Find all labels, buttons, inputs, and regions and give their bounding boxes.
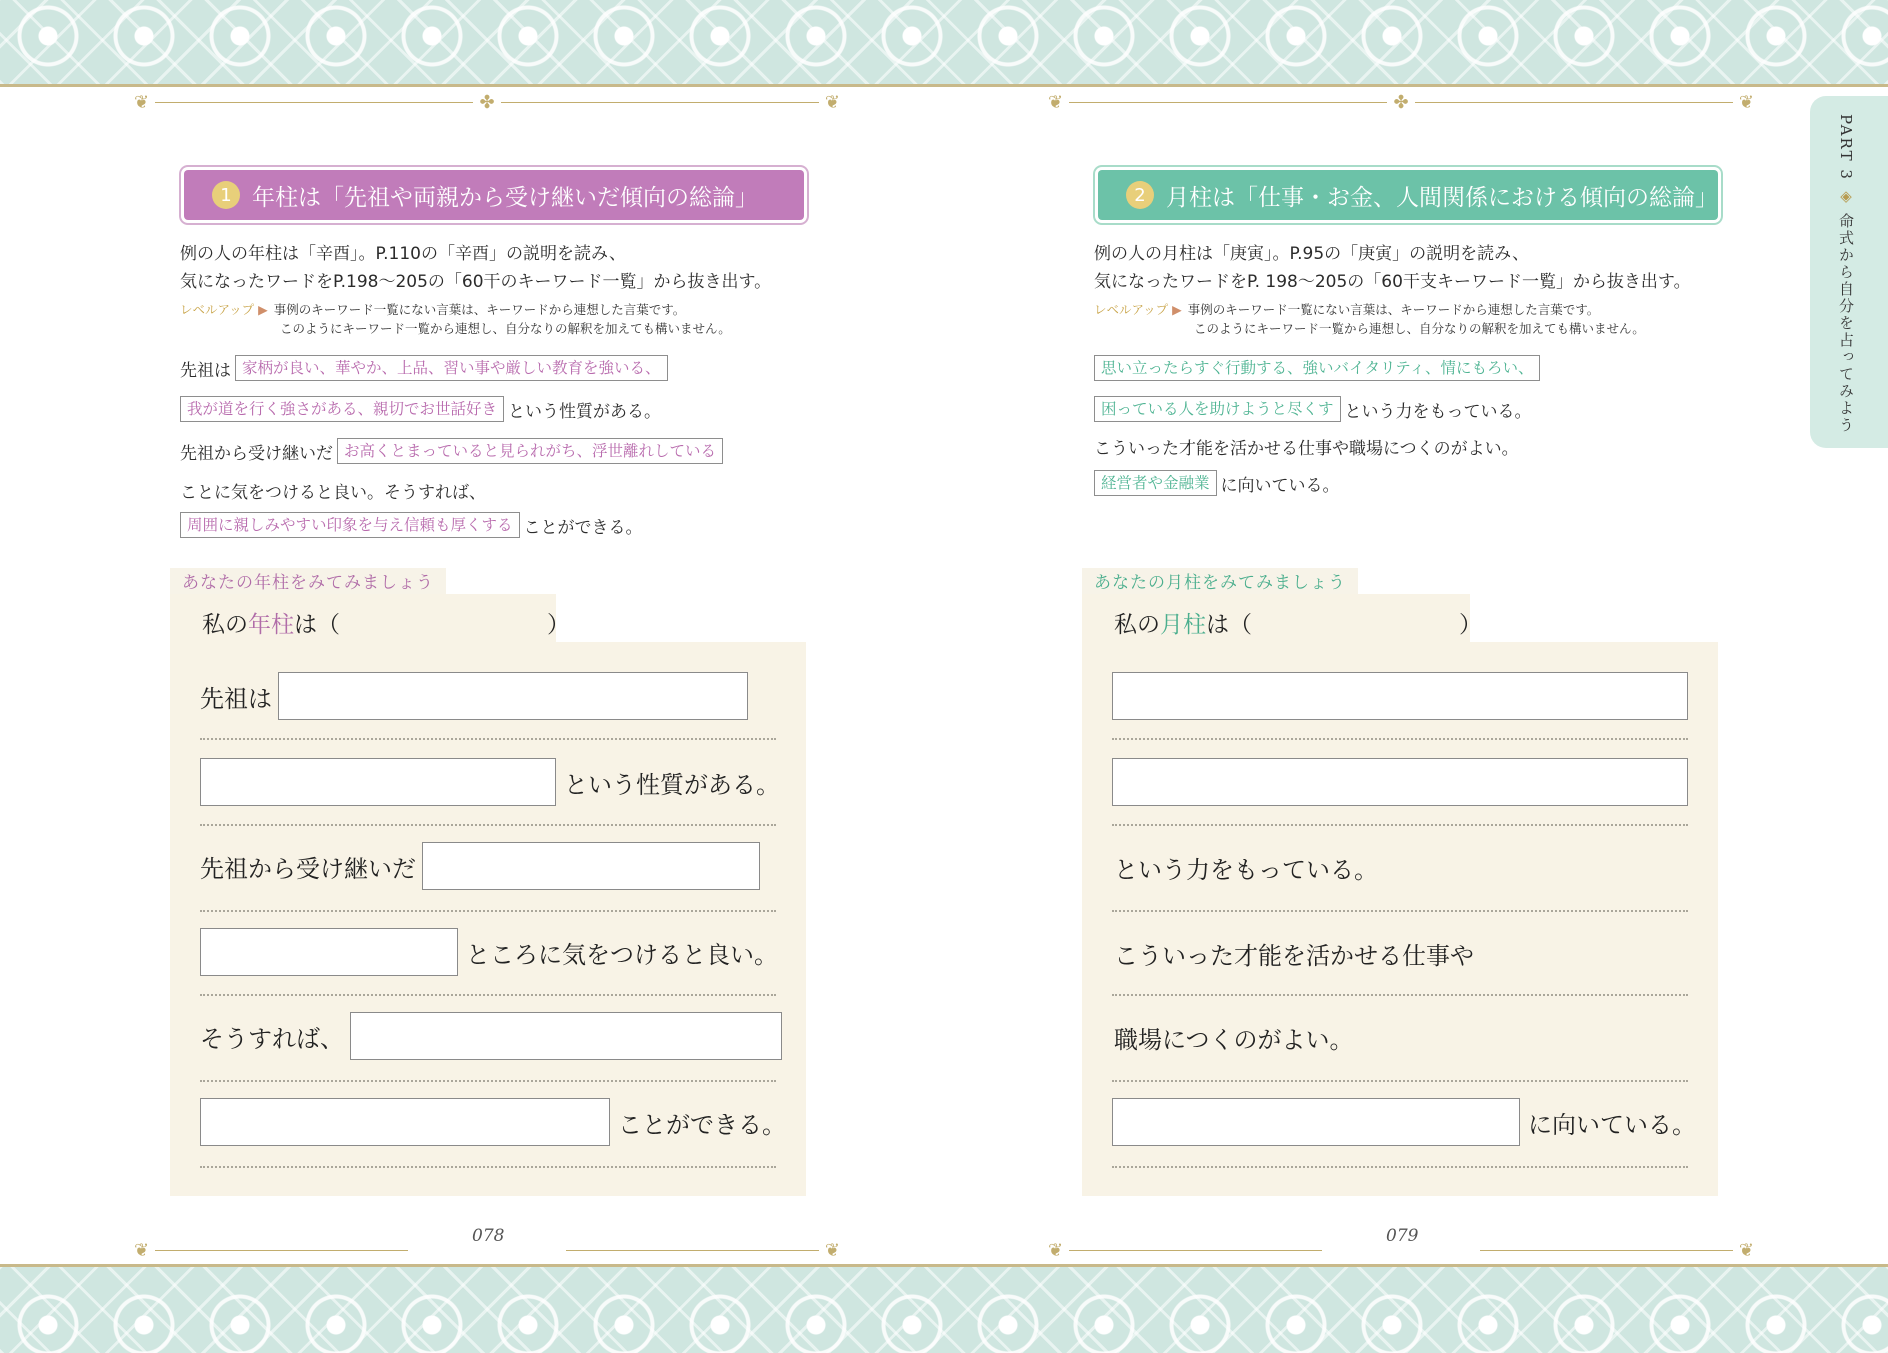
left-ws-row-1 <box>200 672 748 720</box>
bottom-decorative-band <box>0 1264 1888 1353</box>
level-up-line-1: 事例のキーワード一覧にない言葉は、キーワードから連想した言葉です。 <box>1187 302 1600 317</box>
talent-field-2[interactable] <box>1112 758 1688 806</box>
bottom-right-ornament-b: ❦ <box>1474 1240 1754 1260</box>
right-section-heading <box>1098 170 1718 220</box>
left-example-row-3 <box>180 438 727 464</box>
side-tab-part: PART 3 <box>1837 114 1855 181</box>
level-up-line-1: 事例のキーワード一覧にない言葉は、キーワードから連想した言葉です。 <box>273 302 686 317</box>
level-up-tag: レベルアップ <box>1094 302 1169 317</box>
example-text: という力をもっている。 <box>1344 401 1532 422</box>
left-ws-row-6 <box>200 1098 786 1146</box>
example-text: 先祖は <box>180 360 231 381</box>
right-page-number: 079 <box>1386 1226 1419 1246</box>
heading-number-badge: 1 <box>212 181 240 209</box>
dotted-divider <box>200 1166 776 1168</box>
example-text: という性質がある。 <box>508 401 662 422</box>
left-heading-text: 年柱は「先祖や両親から受け継いだ傾向の総論」 <box>252 184 758 211</box>
right-level-up-note <box>1094 300 1599 320</box>
right-intro-line-1: 例の人の月柱は「庚寅」。P.95の「庚寅」の説明を読み、 <box>1094 244 1530 264</box>
example-text: ことに気をつけると良い。そうすれば、 <box>180 483 486 503</box>
right-ws-row-3 <box>1114 850 1378 885</box>
keyword-box: お高くとまっていると見られがち、浮世離れしている <box>337 438 723 464</box>
right-example-row-3 <box>1094 434 1519 459</box>
ws-label: 先祖は <box>200 684 272 713</box>
keyword-box: 困っている人を助けようと尽くす <box>1094 396 1341 422</box>
bottom-right-ornament-a: ❦ <box>1048 1240 1328 1260</box>
level-up-tag: レベルアップ <box>180 302 255 317</box>
top-decorative-band <box>0 0 1888 87</box>
inherited-trait-field[interactable] <box>422 842 760 890</box>
dotted-divider <box>1112 824 1688 826</box>
left-example-row-5 <box>180 512 643 538</box>
left-level-up-note <box>180 300 685 320</box>
left-ws-row-2 <box>200 758 780 806</box>
left-page-number: 078 <box>472 1226 505 1246</box>
ws-label: 先祖から受け継いだ <box>200 854 416 883</box>
ws-label: に向いている。 <box>1528 1110 1696 1139</box>
left-ws-row-3 <box>200 842 760 890</box>
result-field[interactable] <box>350 1012 782 1060</box>
side-tab-title: 命式から自分を占ってみよう <box>1837 212 1855 434</box>
dotted-divider <box>1112 910 1688 912</box>
triangle-right-icon: ▶ <box>1172 302 1182 317</box>
dotted-divider <box>200 738 776 740</box>
right-ws-row-1 <box>1112 672 1688 720</box>
ws-label: ことができる。 <box>618 1110 786 1139</box>
bottom-left-ornament-a: ❦ <box>134 1240 414 1260</box>
dotted-divider <box>200 824 776 826</box>
right-ws-row-2 <box>1112 758 1688 806</box>
left-level-up-line-2: このようにキーワード一覧から連想し、自分なりの解釈を加えても構いません。 <box>280 321 731 336</box>
dotted-divider <box>200 1080 776 1082</box>
bottom-left-ornament-b: ❦ <box>560 1240 840 1260</box>
ws-label: 職場につくのがよい。 <box>1114 1026 1354 1054</box>
left-intro-line-1: 例の人の年柱は「辛酉」。P.110の「辛酉」の説明を読み、 <box>180 244 626 264</box>
right-heading-text: 月柱は「仕事・お金、人間関係における傾向の総論」 <box>1166 184 1718 211</box>
right-worksheet-label: あなたの月柱をみてみましょう <box>1082 568 1358 598</box>
suited-job-field[interactable] <box>1112 1098 1520 1146</box>
example-text: 先祖から受け継いだ <box>180 443 333 464</box>
left-ws-row-5 <box>200 1012 782 1060</box>
keyword-box: 我が道を行く強さがある、親切でお世話好き <box>180 396 504 422</box>
dotted-divider <box>1112 1080 1688 1082</box>
right-intro-line-2: 気になったワードをP. 198〜205の「60干支キーワード一覧」から抜き出す。 <box>1094 272 1691 292</box>
ws-label: そうすれば、 <box>200 1024 344 1053</box>
part-side-tab[interactable] <box>1810 96 1888 448</box>
dotted-divider <box>1112 994 1688 996</box>
left-ws-row-4 <box>200 928 778 976</box>
triangle-right-icon: ▶ <box>258 302 268 317</box>
top-left-ornament: ❦ ✤ ❦ <box>134 91 840 113</box>
left-section-heading <box>184 170 804 220</box>
right-ws-row-5 <box>1114 1020 1354 1055</box>
left-example-row-4 <box>180 478 486 503</box>
dotted-divider <box>200 994 776 996</box>
right-worksheet-title: 私の月柱は（ ） <box>1114 612 1482 638</box>
keyword-box: 家柄が良い、華やか、上品、習い事や厳しい教育を強いる、 <box>235 355 668 381</box>
keyword-box: 思い立ったらすぐ行動する、強いバイタリティ、情にもろい、 <box>1094 355 1540 381</box>
ancestor-trait-field[interactable] <box>278 672 748 720</box>
keyword-box: 周囲に親しみやすい印象を与え信頼も厚くする <box>180 512 520 538</box>
right-level-up-line-2: このようにキーワード一覧から連想し、自分なりの解釈を加えても構いません。 <box>1194 321 1645 336</box>
left-example-row-2 <box>180 396 661 422</box>
right-example-row-4 <box>1094 470 1340 496</box>
keyword-box: 経営者や金融業 <box>1094 470 1217 496</box>
ws-label: こういった才能を活かせる仕事や <box>1114 942 1474 970</box>
example-text: に向いている。 <box>1220 475 1340 496</box>
right-ws-row-4 <box>1114 936 1474 971</box>
side-tab-text <box>1836 114 1857 434</box>
example-text: ことができる。 <box>523 517 643 538</box>
left-worksheet-label: あなたの年柱をみてみましょう <box>170 568 446 598</box>
dotted-divider <box>1112 738 1688 740</box>
right-ws-row-6 <box>1112 1098 1696 1146</box>
caution-field[interactable] <box>200 928 458 976</box>
heading-number-badge: 2 <box>1126 181 1154 209</box>
nature-field[interactable] <box>200 758 556 806</box>
ability-field[interactable] <box>200 1098 610 1146</box>
example-text: こういった才能を活かせる仕事や職場につくのがよい。 <box>1094 439 1519 459</box>
right-example-row-2 <box>1094 396 1532 422</box>
right-example-row-1 <box>1094 355 1544 381</box>
ws-label: ところに気をつけると良い。 <box>466 940 778 969</box>
top-right-ornament: ❦ ✤ ❦ <box>1048 91 1754 113</box>
talent-field-1[interactable] <box>1112 672 1688 720</box>
ws-label: という性質がある。 <box>564 770 780 799</box>
left-worksheet-title: 私の年柱は（ ） <box>202 612 570 638</box>
ws-label: という力をもっている。 <box>1114 856 1378 884</box>
left-intro-line-2: 気になったワードをP.198〜205の「60干のキーワード一覧」から抜き出す。 <box>180 272 772 292</box>
dotted-divider <box>200 910 776 912</box>
diamond-icon: ◈ <box>1837 186 1855 207</box>
dotted-divider <box>1112 1166 1688 1168</box>
left-example-row-1 <box>180 355 672 381</box>
